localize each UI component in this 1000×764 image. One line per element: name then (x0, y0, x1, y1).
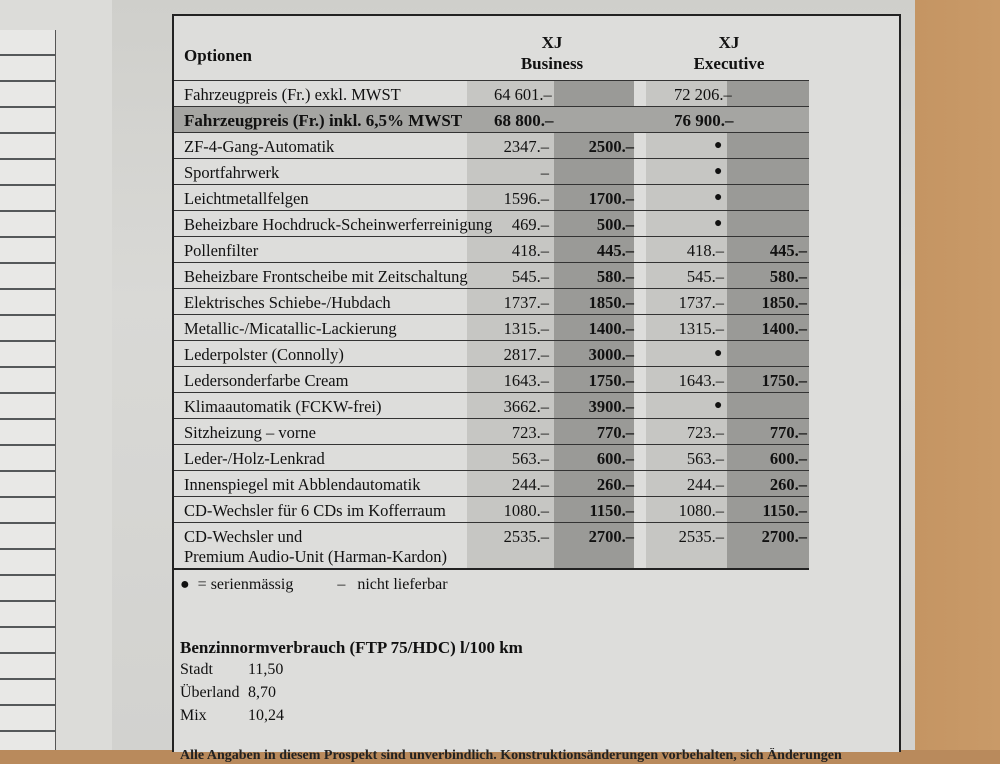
model-header-executive (674, 32, 784, 74)
business-price-incl: 260.– (596, 475, 634, 494)
business-price-incl: 1700.– (588, 189, 634, 208)
business-price-incl: 1400.– (588, 319, 634, 338)
executive-price-incl: 260.– (769, 475, 807, 494)
executive-price-excl: 545.– (686, 267, 724, 286)
executive-price-excl: 563.– (686, 449, 724, 468)
executive-price-excl: 723.– (686, 423, 724, 442)
business-price-excl: 244.– (511, 475, 549, 494)
standard-dot-icon: ● (714, 138, 723, 153)
table-row (174, 470, 809, 497)
business-price-excl: 2535.– (503, 527, 549, 546)
business-price-excl: 545.– (511, 267, 549, 286)
fuel-value: 8,70 (248, 684, 276, 701)
executive-price-excl: 2535.– (678, 527, 724, 546)
option-label: Elektrisches Schiebe-/Hubdach (184, 293, 391, 312)
table-row (174, 522, 809, 569)
executive-price-excl: 1080.– (678, 501, 724, 520)
option-label: CD-Wechsler und (184, 527, 303, 546)
table-row (174, 340, 809, 367)
business-price-incl: 3900.– (588, 397, 634, 416)
option-label: Beheizbare Frontscheibe mit Zeitschaltung (184, 267, 468, 286)
table-row (174, 132, 809, 159)
executive-price-incl: 1150.– (762, 501, 807, 520)
option-label: ZF-4-Gang-Automatik (184, 137, 335, 156)
model-header-business (497, 32, 607, 74)
business-price-excl: 1080.– (503, 501, 549, 520)
model-name: XJ (541, 33, 563, 52)
table-row (174, 158, 809, 185)
model-variant: Executive (693, 54, 765, 73)
fuel-row (180, 684, 276, 702)
option-label: Ledersonderfarbe Cream (184, 371, 349, 390)
option-label: Pollenfilter (184, 241, 259, 260)
table-row (174, 106, 809, 133)
executive-price-excl: 1737.– (678, 293, 724, 312)
executive-price: 76 900.– (674, 111, 734, 130)
standard-dot-icon: ● (180, 576, 190, 593)
business-price-excl: 1596.– (503, 189, 549, 208)
executive-price-excl: 1643.– (678, 371, 724, 390)
table-row (174, 314, 809, 341)
standard-dot-icon: ● (714, 190, 723, 205)
model-name: XJ (718, 33, 740, 52)
options-header: Optionen (184, 46, 253, 65)
table-row (174, 366, 809, 393)
fuel-row (180, 661, 283, 679)
executive-price-incl: 2700.– (761, 527, 807, 546)
business-price-excl: 1315.– (503, 319, 549, 338)
business-price-excl: 2347.– (503, 137, 549, 156)
option-label: Leder-/Holz-Lenkrad (184, 449, 325, 468)
executive-price-excl: 1315.– (678, 319, 724, 338)
standard-dot-icon: ● (714, 216, 723, 231)
business-price-incl: 580.– (596, 267, 634, 286)
table-row (174, 392, 809, 419)
business-price: 64 601.– (494, 85, 552, 104)
table-row (174, 288, 809, 315)
business-price-excl: 418.– (511, 241, 549, 260)
executive-price-incl: 1850.– (761, 293, 807, 312)
business-price-excl: – (540, 163, 549, 182)
executive-price-incl: 580.– (769, 267, 807, 286)
executive-price-incl: 770.– (769, 423, 807, 442)
table-bottom-rule (174, 568, 809, 570)
fuel-row (180, 707, 284, 725)
table-row (174, 80, 809, 107)
business-price-incl: 770.– (596, 423, 634, 442)
business-price-excl: 1737.– (503, 293, 549, 312)
executive-price-incl: 445.– (769, 241, 807, 260)
fuel-consumption-title: Benzinnormverbrauch (FTP 75/HDC) l/100 km (180, 638, 523, 657)
left-page (0, 0, 114, 750)
executive-price: 72 206.– (674, 85, 732, 104)
table-row (174, 444, 809, 471)
table-row (174, 210, 809, 237)
business-price-excl: 723.– (511, 423, 549, 442)
business-price-incl: 1150.– (589, 501, 634, 520)
business-price-excl: 469.– (511, 215, 549, 234)
ruled-lines (0, 30, 56, 750)
model-variant: Business (520, 54, 584, 73)
business-price-incl: 1850.– (588, 293, 634, 312)
footnote: Alle Angaben in diesem Prospekt sind unverbindlich. Konstruktionsänderungen vorbehalten, sich Änderungen (180, 748, 842, 763)
business-price-incl: 3000.– (588, 345, 634, 364)
option-label: Leichtmetallfelgen (184, 189, 309, 208)
business-price-incl: 600.– (596, 449, 634, 468)
business-price-excl: 1643.– (503, 371, 549, 390)
option-label: Metallic-/Micatallic-Lackierung (184, 319, 397, 338)
standard-dot-icon: ● (714, 346, 723, 361)
fuel-value: 10,24 (248, 707, 284, 724)
fuel-label: Überland (180, 684, 240, 701)
fuel-value: 11,50 (248, 661, 284, 678)
business-price-incl: 1750.– (588, 371, 634, 390)
executive-price-excl: 418.– (686, 241, 724, 260)
option-label: CD-Wechsler für 6 CDs im Kofferraum (184, 501, 446, 520)
option-label: Fahrzeugpreis (Fr.) inkl. 6,5% MWST (184, 111, 463, 130)
standard-dot-icon: ● (714, 398, 723, 413)
executive-price-incl: 1750.– (761, 371, 807, 390)
option-label: Sportfahrwerk (184, 163, 280, 182)
option-label: Lederpolster (Connolly) (184, 345, 344, 364)
option-label: Fahrzeugpreis (Fr.) exkl. MWST (184, 85, 401, 104)
fuel-label: Mix (180, 707, 207, 724)
brochure-page (112, 0, 915, 763)
legend-unavailable-text: nicht lieferbar (357, 576, 448, 593)
option-label-line2: Premium Audio-Unit (Harman-Kardon) (184, 547, 448, 566)
option-label: Sitzheizung – vorne (184, 423, 316, 442)
table-row (174, 236, 809, 263)
table-row (174, 262, 809, 289)
executive-price-incl: 1400.– (761, 319, 807, 338)
business-price-excl: 563.– (511, 449, 549, 468)
business-price-incl: 500.– (596, 215, 634, 234)
business-price-incl: 2700.– (588, 527, 634, 546)
standard-dot-icon: ● (714, 164, 723, 179)
options-table-box (172, 14, 901, 763)
option-label: Innenspiegel mit Abblendautomatik (184, 475, 421, 494)
fuel-label: Stadt (180, 661, 213, 678)
legend-standard-text: = serienmässig (197, 576, 294, 593)
business-price-incl: 2500.– (588, 137, 634, 156)
option-label: Beheizbare Hochdruck-Scheinwerferreinigung (184, 215, 493, 234)
table-row (174, 184, 809, 211)
dash-symbol: – (337, 576, 346, 593)
table-row (174, 418, 809, 445)
business-price-incl: 445.– (596, 241, 634, 260)
business-price-excl: 3662.– (503, 397, 549, 416)
business-price-excl: 2817.– (503, 345, 549, 364)
legend (180, 576, 448, 594)
executive-price-incl: 600.– (769, 449, 807, 468)
table-row (174, 496, 809, 523)
option-label: Klimaautomatik (FCKW-frei) (184, 397, 382, 416)
business-price: 68 800.– (494, 111, 554, 130)
executive-price-excl: 244.– (686, 475, 724, 494)
